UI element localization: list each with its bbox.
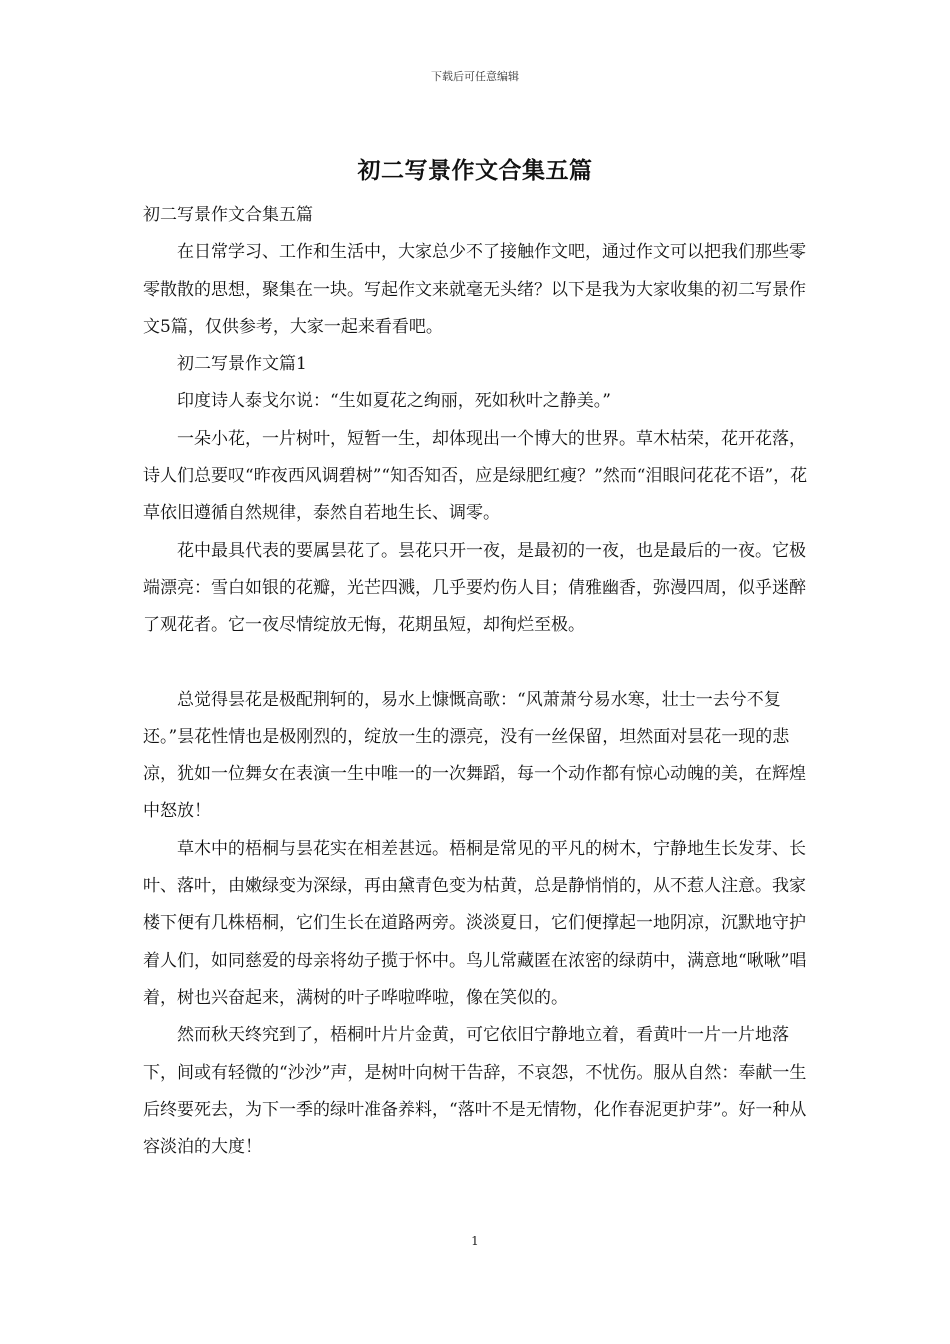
paragraph: 草木中的梧桐与昙花实在相差甚远。梧桐是常见的平凡的树木，宁静地生长发芽、长叶、落叶，由嫩绿变为深绿，再由黛青色变为枯黄，总是静悄悄的，从不惹人注意。我家楼下便有几株梧桐，它们生长在道路两旁。淡淡夏日，它们便撑起一地阴凉，沉默地守护着人们，如同慈爱的母亲将幼子揽于怀中。鸟儿常藏匿在浓密的绿荫中，满意地“啾啾”唱着，树也兴奋起来，满树的叶子哗啦哗啦，像在笑似的。 <box>143 838 807 1008</box>
paragraph: 然而秋天终究到了，梧桐叶片片金黄，可它依旧宁静地立着，看黄叶一片一片地落下，间或有轻微的“沙沙”声，是树叶向树干告辞，不哀怨，不忧伤。服从自然：奉献一生后终要死去，为下一季的绿叶准备养料，“落叶不是无情物，化作春泥更护芽”。好一种从容淡泊的大度！ <box>143 1025 807 1158</box>
paragraph-quote: 印度诗人泰戈尔说：“生如夏花之绚丽，死如秋叶之静美。” <box>177 391 611 412</box>
subtitle-line: 初二写景作文合集五篇 <box>143 205 313 225</box>
header-note: 下载后可任意编辑 <box>431 70 519 83</box>
section-heading: 初二写景作文篇1 <box>177 354 307 375</box>
page-number: 1 <box>471 1234 479 1248</box>
paragraph: 总觉得昙花是极配荆轲的，易水上慷慨高歌：“风萧萧兮易水寒，壮士一去兮不复还。”昙花性情也是极刚烈的，绽放一生的漂亮，没有一丝保留，坦然面对昙花一现的悲凉，犹如一位舞女在表演一生中唯一的一次舞蹈，每一个动作都有惊心动魄的美，在辉煌中怒放！ <box>143 689 806 822</box>
paragraph-intro: 在日常学习、工作和生活中，大家总少不了接触作文吧，通过作文可以把我们那些零零散散的思想，聚集在一块。写起作文来就毫无头绪？以下是我为大家收集的初二写景作文5篇，仅供参考，大家一起来看看吧。 <box>143 242 806 337</box>
paragraph: 花中最具代表的要属昙花了。昙花只开一夜，是最初的一夜，也是最后的一夜。它极端漂亮：雪白如银的花瓣，光芒四溅，几乎要灼伤人目；倩雅幽香，弥漫四周，似乎迷醉了观花者。它一夜尽情绽放无悔，花期虽短，却徇烂至极。 <box>143 540 806 636</box>
document-title: 初二写景作文合集五篇 <box>357 157 593 184</box>
document-body <box>143 197 815 1166</box>
paragraph: 一朵小花，一片树叶，短暂一生，却体现出一个博大的世界。草木枯荣，花开花落，诗人们总要叹“昨夜西风调碧树”“知否知否，应是绿肥红瘦？”然而“泪眼问花花不语”，花草依旧遵循自然规律，泰然自若地生长、调零。 <box>143 428 808 524</box>
